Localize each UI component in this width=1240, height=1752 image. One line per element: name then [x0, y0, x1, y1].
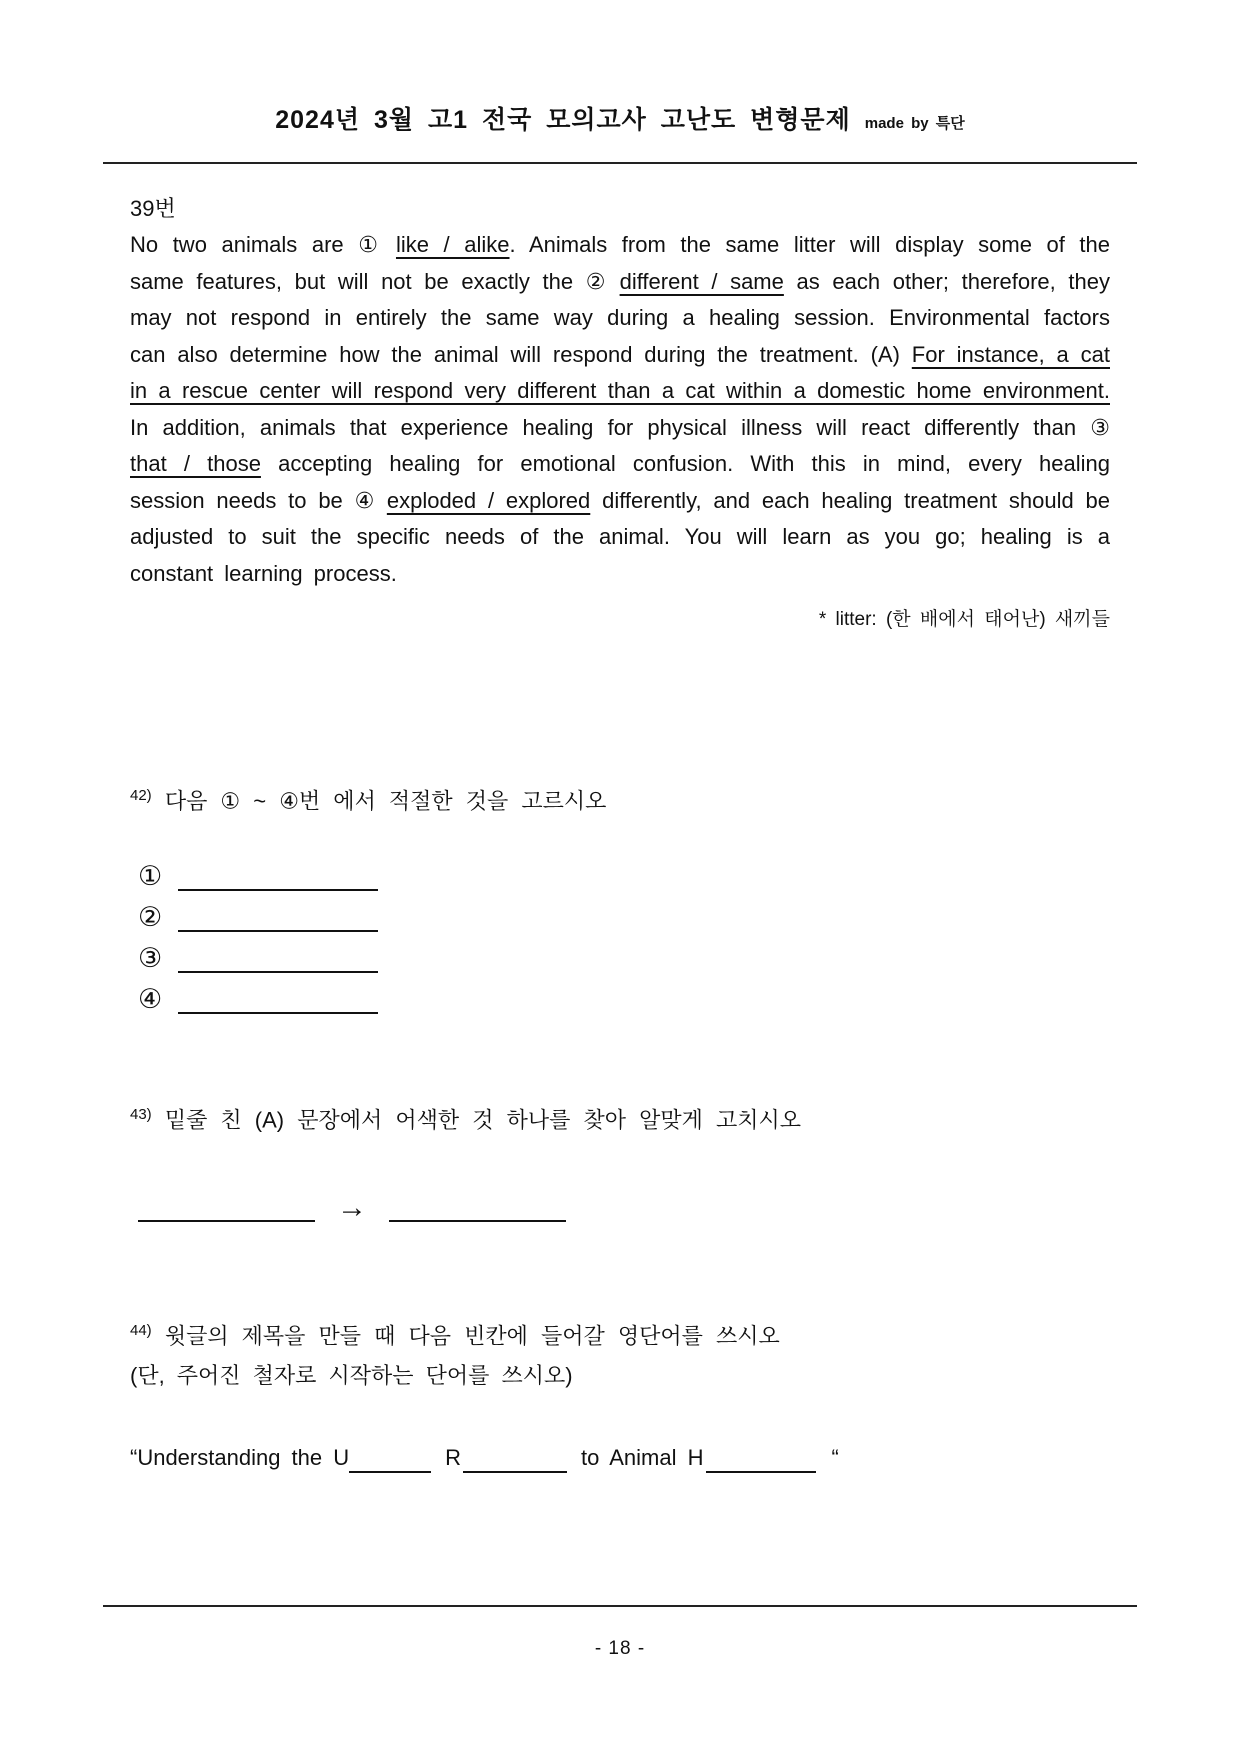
- question-42-text: 다음 ① ~ ④번 에서 적절한 것을 고르시오: [164, 788, 607, 814]
- q44-blank-u: [349, 1445, 431, 1473]
- passage-segment: In addition, animals that experience healing for physical illness will react differently than ③: [130, 414, 1110, 440]
- passage-footnote: * litter: (한 배에서 태어난) 새끼들: [818, 609, 1110, 630]
- q43-blank-after: [389, 1196, 566, 1222]
- passage-underlined-segment: exploded / explored: [386, 487, 591, 513]
- question-42-number: 42): [130, 787, 152, 804]
- q43-answer-area: [138, 1190, 1110, 1224]
- passage-segment: accepting healing for emotional confusion. With this in mind, every healing session needs to be ④: [130, 451, 1110, 513]
- question-43-number: 43): [130, 1106, 152, 1124]
- question-42: [130, 781, 1110, 1014]
- answer-marker: ③: [138, 943, 163, 974]
- passage-segment: as each other; therefore, they may not respond in entirely the same way during a healing session. Environmental factors can also determine how the animal will respond during the treatment. (A): [130, 268, 1110, 367]
- q42-answer-row: [138, 850, 1110, 891]
- passage-text: [130, 227, 1110, 592]
- footer-divider: [103, 1605, 1137, 1607]
- title-part-3: to Animal H: [581, 1444, 704, 1470]
- answer-blank: [178, 906, 378, 932]
- question-44: [130, 1316, 1110, 1473]
- arrow-right-icon: →: [337, 1190, 367, 1224]
- page-footer: [0, 1638, 1240, 1660]
- question-42-prompt: [130, 781, 1110, 816]
- question-43-prompt: [130, 1100, 1110, 1135]
- title-part-1: Understanding the U: [137, 1444, 350, 1470]
- passage-segment: No two animals are ①: [130, 232, 396, 257]
- question-43: [130, 1100, 1110, 1224]
- passage-underlined-segment: like / alike: [395, 232, 510, 257]
- header-divider: [103, 162, 1137, 164]
- passage-underlined-segment: that / those: [130, 451, 261, 476]
- question-44-number: 44): [130, 1321, 152, 1339]
- question-44-condition: (단, 주어진 철자로 시작하는 단어를 쓰시오): [130, 1362, 573, 1388]
- page-number: - 18 -: [594, 1638, 646, 1659]
- q44-blank-r: [463, 1445, 567, 1473]
- passage-segment: differently, and each healing treatment should be adjusted to suit the specific needs of the animal. You will learn as you go; healing is a constant learning process.: [130, 487, 1111, 586]
- answer-marker: ④: [138, 984, 163, 1015]
- q44-title-line: [130, 1443, 1110, 1473]
- page-title: 2024년 3월 고1 전국 모의고사 고난도 변형문제: [275, 106, 851, 134]
- q42-answer-row: [138, 891, 1110, 932]
- q43-blank-before: [138, 1196, 315, 1222]
- q42-answer-row: [138, 932, 1110, 973]
- page-header: [0, 0, 1240, 136]
- answer-marker: ①: [138, 861, 163, 892]
- page-content: [130, 194, 1110, 1473]
- answer-blank: [178, 865, 378, 891]
- open-quote: “: [130, 1444, 138, 1470]
- title-part-2: R: [445, 1444, 462, 1470]
- passage-underlined-segment: For instance, a cat in a rescue center will respond very different than a cat within a domestic home environment.: [130, 341, 1110, 403]
- close-quote: “: [831, 1444, 839, 1470]
- q42-answer-row: [138, 973, 1110, 1014]
- question-44-text: 윗글의 제목을 만들 때 다음 빈칸에 들어갈 영단어를 쓰시오: [164, 1322, 780, 1348]
- answer-marker: ②: [138, 902, 163, 933]
- passage-underlined-segment: different / same: [619, 268, 784, 294]
- question-44-prompt: [130, 1316, 1110, 1351]
- passage-segment: . Animals from the same litter will display some of the same features, but will not be exactly the ②: [130, 232, 1111, 294]
- answer-blank: [178, 947, 378, 973]
- passage-number: 39번: [130, 196, 176, 221]
- made-by-label: made by 특단: [864, 115, 965, 132]
- q44-blank-h: [706, 1445, 816, 1473]
- question-43-text: 밑줄 친 (A) 문장에서 어색한 것 하나를 찾아 알맞게 고치시오: [164, 1107, 801, 1133]
- q42-answer-list: [130, 850, 1110, 1014]
- answer-blank: [178, 988, 378, 1014]
